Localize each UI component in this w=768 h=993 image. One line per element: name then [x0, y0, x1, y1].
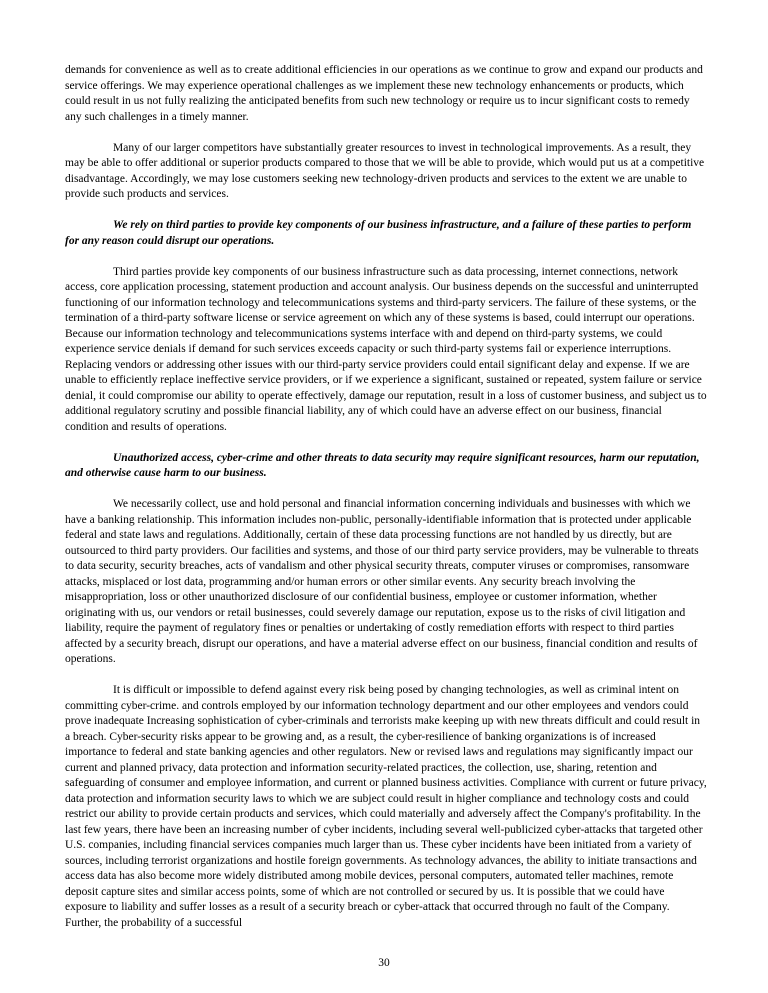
paragraph: demands for convenience as well as to create additional efficiencies in our operations as we continue to grow and expand our products and service offerings. We may experience operational challenges as we implement these new technology enhancements or products, which could result in us not fully realizing the anticipated benefits from such new technology or require us to incur significant costs to remedy any such challenges in a timely manner.: [65, 64, 703, 123]
paragraph: Third parties provide key components of our business infrastructure such as data processing, internet connections, network access, core application processing, statement production and account analysis. Our business depends on the successful and uninterrupted functioning of our information technology and telecommunications systems and third-party servicers. The failure of these systems, or the termination of a third-party software license or service agreement on which any of these systems is based, could interrupt our operations. Because our information technology and telecommunications systems interface with and depend on third-party systems, we could experience service denials if demand for such services exceeds capacity or such third-party systems fail or experience interruptions. Replacing vendors or addressing other issues with our third-party service providers could entail significant delay and expense. If we are unable to efficiently replace ineffective service providers, or if we experience a significant, sustained or repeated, system failure or service denial, it could compromise our ability to operate effectively, damage our reputation, result in a loss of customer business, and subject us to additional regulatory scrutiny and possible financial liability, any of which could have an adverse effect on our business, financial condition and results of operations.: [65, 265, 707, 433]
page-number: 30: [378, 957, 390, 969]
document-body: [65, 63, 708, 947]
paragraph: It is difficult or impossible to defend against every risk being posed by changing technologies, as well as criminal intent on committing cyber-crime. and controls employed by our information technology department and our other employees and vendors could prove inadequate Increasing sophistication of cyber-criminals and terrorists make keeping up with new threats difficult and could result in a breach. Cyber-security risks appear to be growing and, as a result, the cyber-resilience of banking organizations is of increased importance to federal and state banking agencies and other regulators. New or revised laws and regulations may significantly impact our current and planned privacy, data protection and information security-related practices, the collection, use, sharing, retention and safeguarding of consumer and employee information, and current or planned business activities. Compliance with current or future privacy, data protection and information security laws to which we are subject could result in higher compliance and technology costs and could restrict our ability to provide certain products and services, which could materially and adversely affect the Company's profitability. In the last few years, there have been an increasing number of cyber incidents, including several well-publicized cyber-attacks that targeted other U.S. companies, including financial services companies much larger than us. These cyber incidents have been initiated from a variety of sources, including terrorist organizations and hostile foreign governments. As technology advances, the ability to initiate transactions and access data has also become more widely distributed among mobile devices, personal computers, automated teller machines, remote deposit capture sites and similar access points, some of which are not controlled or secured by us. It is possible that we could have exposure to liability and suffer losses as a result of a security breach or cyber-attack that occurred through no fault of the Company. Further, the probability of a successful: [65, 684, 707, 929]
paragraph: We necessarily collect, use and hold personal and financial information concerning individuals and businesses with which we have a banking relationship. This information includes non-public, personally-identifiable information that is protected under applicable federal and state laws and regulations. Additionally, certain of these data processing functions are not handled by us directly, but are outsourced to third party providers. Our facilities and systems, and those of our third party service providers, may be vulnerable to threats to data security, security breaches, acts of vandalism and other physical security threats, computer viruses or compromises, ransomware attacks, misplaced or lost data, programming and/or human errors or other similar events. Any security breach involving the misappropriation, loss or other unauthorized disclosure of our confidential business, employee or customer information, whether originating with us, our vendors or retail businesses, could severely damage our reputation, expose us to the risks of civil litigation and liability, require the payment of regulatory fines or penalties or undertaking of costly remediation efforts with respect to third parties affected by a security breach, disrupt our operations, and have a material adverse effect on our business, financial condition and results of operations.: [65, 498, 699, 665]
risk-factor-heading: We rely on third parties to provide key components of our business infrastructure, and a failure of these parties to perform for any reason could disrupt our operations.: [65, 219, 692, 247]
risk-factor-heading: Unauthorized access, cyber-crime and other threats to data security may require significant resources, harm our reputation, and otherwise cause harm to our business.: [65, 451, 700, 479]
paragraph: Many of our larger competitors have substantially greater resources to invest in technological improvements. As a result, they may be able to offer additional or superior products compared to those that we will be able to provide, which would put us at a competitive disadvantage. Accordingly, we may lose customers seeking new technology-driven products and services to the extent we are unable to provide such products and services.: [65, 141, 705, 200]
